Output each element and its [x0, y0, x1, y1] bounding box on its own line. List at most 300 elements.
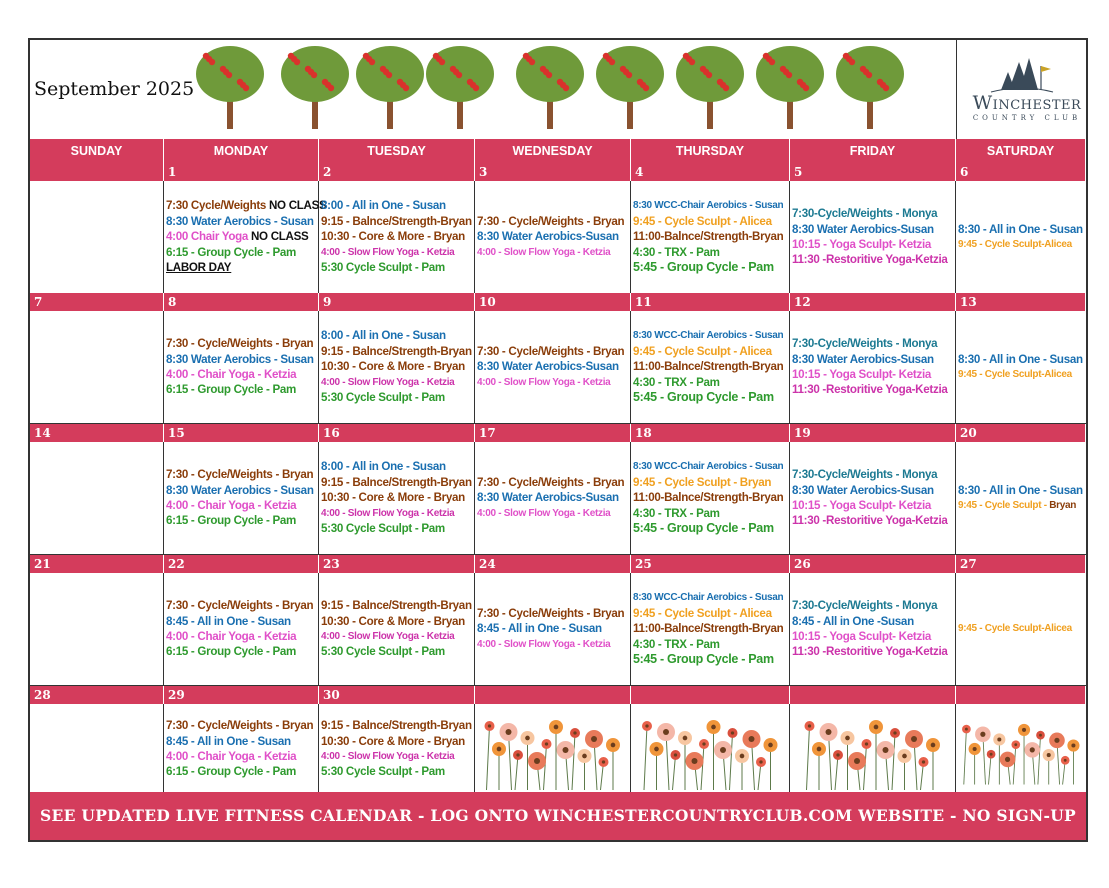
- day-cell: [475, 442, 631, 554]
- class-text: 6:15 - Group Cycle - Pam: [166, 645, 297, 659]
- apple-tree-icon: [356, 46, 424, 129]
- class-text: 8:30 - All in One - Susan: [958, 483, 1083, 497]
- weekday-friday: FRIDAY: [790, 139, 956, 163]
- class-entry: [790, 644, 955, 659]
- class-entry: [164, 734, 318, 749]
- date-number: 29: [164, 686, 319, 704]
- class-text: 7:30 - Cycle/Weights - Bryan: [166, 719, 314, 733]
- class-entry: [319, 390, 474, 405]
- class-text: 8:30 WCC-Chair Aerobics - Susan: [633, 200, 784, 212]
- class-text: 6:15 - Group Cycle - Pam: [166, 765, 297, 779]
- class-entry: [631, 475, 789, 490]
- date-row: [30, 424, 1086, 442]
- day-cell: [30, 442, 164, 554]
- class-text: 9:45 - Cycle Sculpt-Alicea: [958, 623, 1072, 635]
- wildflowers-illustration: [475, 706, 630, 792]
- date-number: 6: [956, 163, 1086, 181]
- class-entry: [319, 490, 474, 505]
- class-text: 10:30 - Core & More - Bryan: [321, 491, 465, 505]
- class-entry: [164, 598, 318, 613]
- class-text: 11:00-Balnce/Strength-Bryan: [633, 491, 784, 505]
- day-cell: [30, 704, 164, 794]
- class-text: 9:15 - Balnce/Strength-Bryan: [321, 344, 472, 358]
- class-text: 5:30 Cycle Sculpt - Pam: [321, 261, 445, 275]
- class-entry: [631, 390, 789, 405]
- date-number: 13: [956, 293, 1086, 311]
- class-entry: [631, 328, 789, 343]
- class-text: 4:00 - Slow Flow Yoga - Ketzia: [321, 751, 455, 762]
- calendar: [28, 38, 1088, 873]
- class-text: 7:30-Cycle/Weights - Monya: [792, 468, 938, 482]
- class-entry: [631, 652, 789, 667]
- day-cell: [30, 181, 164, 293]
- class-entry: [164, 336, 318, 351]
- class-entry: [956, 352, 1086, 367]
- day-cell: [631, 704, 790, 794]
- day-cell: [164, 704, 319, 794]
- date-number: 2: [319, 163, 475, 181]
- class-entry: [790, 252, 955, 267]
- day-cell: [631, 573, 790, 685]
- date-number: 23: [319, 555, 475, 573]
- class-entry: [164, 483, 318, 498]
- class-entry: [475, 375, 630, 390]
- day-cell: [30, 573, 164, 685]
- class-text: 8:30 - All in One - Susan: [958, 352, 1083, 366]
- class-text: 11:30 -Restoritive Yoga-Ketzia: [792, 645, 948, 659]
- date-number: 30: [319, 686, 475, 704]
- wildflowers-illustration: [790, 706, 955, 792]
- class-entry: [790, 498, 955, 513]
- apple-tree-illustration: [170, 42, 950, 137]
- class-text: 6:15 - Group Cycle - Pam: [166, 514, 297, 528]
- class-entry: [319, 359, 474, 374]
- class-entry: [790, 237, 955, 252]
- class-entry: [631, 359, 789, 374]
- class-text: 4:00 - Slow Flow Yoga - Ketzia: [321, 246, 455, 258]
- class-text: 5:45 - Group Cycle - Pam: [633, 260, 774, 275]
- class-entry: [631, 214, 789, 229]
- class-text: 5:30 Cycle Sculpt - Pam: [321, 645, 445, 659]
- day-cell: [164, 311, 319, 423]
- date-row: [30, 293, 1086, 311]
- class-text: 8:00 - All in One - Susan: [321, 460, 446, 474]
- class-text: 10:30 - Core & More - Bryan: [321, 734, 465, 748]
- day-cell: [475, 573, 631, 685]
- day-cell: [30, 311, 164, 423]
- class-text: 9:45 - Cycle Sculpt-Alicea: [958, 369, 1072, 380]
- class-text: 4:00 - Slow Flow Yoga - Ketzia: [321, 631, 455, 642]
- class-text: 4:00 - Slow Flow Yoga - Ketzia: [321, 507, 455, 519]
- class-entry: [475, 637, 630, 652]
- class-entry: [631, 637, 789, 652]
- class-entry: [956, 621, 1086, 636]
- class-entry: [790, 629, 955, 644]
- day-cell: [475, 704, 631, 794]
- class-entry: [164, 198, 327, 213]
- date-number: 22: [164, 555, 319, 573]
- class-entry: [790, 614, 955, 629]
- class-entry: [164, 614, 318, 629]
- apple-tree-icon: [426, 46, 494, 129]
- class-entry: [319, 475, 474, 490]
- day-cell: [319, 442, 475, 554]
- class-entry: [164, 260, 318, 275]
- class-entry: [631, 590, 789, 605]
- class-entry: [319, 229, 474, 244]
- class-text: 4:00 - Chair Yoga - Ketzia: [166, 630, 297, 643]
- class-entry: [631, 606, 789, 621]
- class-text: 9:15 - Balnce/Strength-Bryan: [321, 475, 472, 489]
- class-text: 10:30 - Core & More - Bryan: [321, 230, 465, 244]
- class-text: 8:45 - All in One - Susan: [166, 614, 291, 628]
- class-entry: [319, 614, 474, 629]
- class-entry: [631, 490, 789, 505]
- class-entry: [164, 629, 318, 644]
- class-text: 8:00 - All in One - Susan: [321, 199, 446, 213]
- class-entry: [319, 328, 474, 343]
- class-text: 9:45 - Cycle Sculpt -: [958, 500, 1050, 511]
- class-text: 6:15 - Group Cycle - Pam: [166, 245, 297, 259]
- day-cell: [164, 573, 319, 685]
- class-entry: [164, 513, 318, 528]
- class-text: 11:00-Balnce/Strength-Bryan: [633, 622, 784, 636]
- class-entry: [956, 237, 1086, 252]
- class-entry: [475, 475, 630, 490]
- class-text: 7:30 - Cycle/Weights - Bryan: [477, 344, 625, 358]
- date-number: 26: [790, 555, 956, 573]
- class-entry: [319, 506, 474, 521]
- class-text: 7:30 - Cycle/Weights - Bryan: [166, 468, 314, 482]
- class-entry: [956, 222, 1086, 237]
- class-text: 5:30 Cycle Sculpt - Pam: [321, 765, 445, 779]
- class-text: 4:00 - Slow Flow Yoga - Ketzia: [477, 507, 611, 519]
- class-entry: [631, 375, 789, 390]
- class-note: NO CLASS: [266, 199, 327, 213]
- class-text: 8:30 Water Aerobics-Susan: [792, 483, 934, 497]
- day-cell: [790, 181, 956, 293]
- date-number: 7: [30, 293, 164, 311]
- class-text: 8:30 Water Aerobics - Susan: [166, 483, 314, 497]
- class-text: 10:30 - Core & More - Bryan: [321, 360, 465, 374]
- day-cell: [631, 181, 790, 293]
- class-entry: [319, 598, 474, 613]
- class-entry: [956, 367, 1086, 382]
- class-note: NO CLASS: [248, 230, 309, 244]
- date-number: 25: [631, 555, 790, 573]
- class-entry: [319, 375, 474, 390]
- class-text: 7:30 Cycle/Weights: [166, 199, 267, 213]
- class-entry: [631, 521, 789, 536]
- day-cell: [956, 311, 1086, 423]
- date-number: [631, 686, 790, 704]
- class-entry: [319, 459, 474, 474]
- class-entry: [319, 644, 474, 659]
- date-number: [30, 163, 164, 181]
- class-text: 10:30 - Core & More - Bryan: [321, 614, 465, 628]
- date-number: 17: [475, 424, 631, 442]
- class-entry: [319, 734, 474, 749]
- class-text: 7:30-Cycle/Weights - Monya: [792, 207, 938, 221]
- apple-tree-icon: [836, 46, 904, 129]
- date-number: 21: [30, 555, 164, 573]
- class-entry: [164, 229, 318, 244]
- class-text: 4:00 - Chair Yoga - Ketzia: [166, 750, 297, 763]
- class-text: 8:30 Water Aerobics-Susan: [477, 360, 619, 374]
- class-text: 11:00-Balnce/Strength-Bryan: [633, 230, 784, 244]
- class-entry: [164, 214, 318, 229]
- class-entry: [790, 467, 955, 482]
- class-entry: [631, 344, 789, 359]
- class-entry: [790, 222, 955, 237]
- class-text: 4:00 - Slow Flow Yoga - Ketzia: [477, 246, 611, 258]
- class-text: 11:30 -Restoritive Yoga-Ketzia: [792, 383, 948, 397]
- weekday-thursday: THURSDAY: [631, 139, 790, 163]
- class-text: 11:30 -Restoritive Yoga-Ketzia: [792, 514, 948, 528]
- date-row: [30, 163, 1086, 181]
- day-cell: [631, 311, 790, 423]
- apple-tree-icon: [281, 46, 349, 129]
- class-entry: [475, 506, 630, 521]
- class-entry: [631, 459, 789, 474]
- date-number: 19: [790, 424, 956, 442]
- class-entry: [164, 382, 318, 397]
- class-text: 8:30 Water Aerobics-Susan: [477, 491, 619, 505]
- class-entry: [790, 513, 955, 528]
- class-entry: [631, 621, 789, 636]
- class-entry: [790, 336, 955, 351]
- date-number: 4: [631, 163, 790, 181]
- day-cell: [319, 311, 475, 423]
- class-text: 8:30 WCC-Chair Aerobics - Susan: [633, 330, 784, 342]
- class-text: 8:30 Water Aerobics-Susan: [792, 222, 934, 236]
- date-number: 8: [164, 293, 319, 311]
- class-entry: [319, 214, 474, 229]
- class-text: 10:15 - Yoga Sculpt- Ketzia: [792, 499, 932, 512]
- class-entry: [319, 260, 474, 275]
- class-text: 8:30 Water Aerobics - Susan: [166, 214, 314, 228]
- date-number: 12: [790, 293, 956, 311]
- weekday-sunday: SUNDAY: [30, 139, 164, 163]
- day-cell: [790, 573, 956, 685]
- week-row: [30, 311, 1086, 423]
- class-text: 11:00-Balnce/Strength-Bryan: [633, 360, 784, 374]
- date-number: 27: [956, 555, 1086, 573]
- class-entry: [790, 367, 955, 382]
- class-text: 8:30 Water Aerobics - Susan: [166, 352, 314, 366]
- week-row: [30, 573, 1086, 685]
- class-text: 4:00 - Slow Flow Yoga - Ketzia: [477, 376, 611, 388]
- class-text: 5:30 Cycle Sculpt - Pam: [321, 522, 445, 536]
- day-cell: [956, 442, 1086, 554]
- date-number: 15: [164, 424, 319, 442]
- date-number: [475, 686, 631, 704]
- class-entry: [475, 229, 630, 244]
- class-text: 9:15 - Balnce/Strength-Bryan: [321, 719, 472, 733]
- day-cell: [475, 181, 631, 293]
- apple-tree-icon: [676, 46, 744, 129]
- day-cell: [631, 442, 790, 554]
- class-text: 4:30 - TRX - Pam: [633, 506, 720, 520]
- pine-trees-icon: [957, 40, 1087, 100]
- class-text: 7:30 - Cycle/Weights - Bryan: [166, 599, 314, 613]
- class-entry: [164, 352, 318, 367]
- class-entry: [475, 490, 630, 505]
- day-cell: [319, 573, 475, 685]
- class-text: 11:30 -Restoritive Yoga-Ketzia: [792, 253, 948, 267]
- class-entry: [319, 344, 474, 359]
- date-number: 28: [30, 686, 164, 704]
- day-cell: [956, 181, 1086, 293]
- class-text: 5:45 - Group Cycle - Pam: [633, 652, 774, 667]
- date-number: 1: [164, 163, 319, 181]
- class-text: 5:30 Cycle Sculpt - Pam: [321, 391, 445, 405]
- class-text: 8:00 - All in One - Susan: [321, 329, 446, 343]
- class-text: 8:45 - All in One - Susan: [477, 622, 602, 636]
- date-number: 5: [790, 163, 956, 181]
- day-cell: [164, 181, 327, 293]
- class-entry: [164, 644, 318, 659]
- date-number: 10: [475, 293, 631, 311]
- wildflowers-illustration: [956, 706, 1086, 792]
- class-text: 6:15 - Group Cycle - Pam: [166, 383, 297, 397]
- class-entry: [631, 506, 789, 521]
- class-entry: [319, 718, 474, 733]
- class-entry: [956, 498, 1086, 513]
- apple-tree-icon: [196, 46, 264, 129]
- class-entry: [475, 359, 630, 374]
- class-text: 8:45 - All in One -Susan: [792, 614, 914, 628]
- class-text: 9:45 - Cycle Sculpt - Alicea: [633, 344, 772, 358]
- class-text: 9:45 - Cycle Sculpt-Alicea: [958, 239, 1072, 250]
- class-text: 9:15 - Balnce/Strength-Bryan: [321, 599, 472, 613]
- class-entry: [319, 245, 474, 260]
- week-row: [30, 181, 1086, 293]
- class-text: 10:15 - Yoga Sculpt- Ketzia: [792, 368, 932, 381]
- class-text: 5:45 - Group Cycle - Pam: [633, 521, 774, 536]
- class-entry: [631, 198, 789, 213]
- logo-subtitle: COUNTRY CLUB: [972, 114, 1082, 122]
- class-text: 4:00 - Slow Flow Yoga - Ketzia: [477, 638, 611, 650]
- class-entry: [790, 382, 955, 397]
- class-text: 10:15 - Yoga Sculpt- Ketzia: [792, 238, 932, 251]
- calendar-header: [30, 40, 1086, 141]
- weekday-tuesday: TUESDAY: [319, 139, 475, 163]
- class-text: 7:30 - Cycle/Weights - Bryan: [477, 606, 625, 620]
- date-row: [30, 555, 1086, 573]
- class-entry: [475, 344, 630, 359]
- wildflowers-illustration: [631, 706, 789, 792]
- class-text: LABOR DAY: [166, 261, 232, 275]
- class-text: 4:30 - TRX - Pam: [633, 245, 720, 259]
- day-cell: [790, 704, 956, 794]
- footer-banner: SEE UPDATED LIVE FITNESS CALENDAR - LOG ONTO WINCHESTERCOUNTRYCLUB.COM WEBSITE - NO SIGN-UP NEEDED: [30, 792, 1086, 840]
- class-entry: [790, 206, 955, 221]
- class-text: 4:00 - Chair Yoga - Ketzia: [166, 499, 297, 512]
- class-text: 9:45 - Cycle Sculpt - Bryan: [633, 475, 772, 489]
- date-number: 14: [30, 424, 164, 442]
- class-entry: [631, 245, 789, 260]
- day-cell: [790, 442, 956, 554]
- weekday-saturday: SATURDAY: [956, 139, 1086, 163]
- date-number: [790, 686, 956, 704]
- apple-tree-icon: [516, 46, 584, 129]
- class-entry: [164, 467, 318, 482]
- class-text: 4:30 - TRX - Pam: [633, 637, 720, 651]
- class-entry: [164, 764, 318, 779]
- class-text: 8:45 - All in One - Susan: [166, 734, 291, 748]
- class-entry: [475, 214, 630, 229]
- date-number: 24: [475, 555, 631, 573]
- class-entry: [164, 245, 318, 260]
- month-title: September 2025: [34, 78, 195, 100]
- class-entry: [164, 367, 318, 382]
- class-text: 10:15 - Yoga Sculpt- Ketzia: [792, 630, 932, 643]
- class-entry: [631, 229, 789, 244]
- class-text: 8:30 Water Aerobics-Susan: [792, 352, 934, 366]
- date-number: [956, 686, 1086, 704]
- apple-tree-icon: [756, 46, 824, 129]
- date-number: 3: [475, 163, 631, 181]
- day-cell: [319, 704, 475, 794]
- class-text: 4:00 Chair Yoga: [166, 230, 249, 244]
- date-number: 18: [631, 424, 790, 442]
- class-entry: [319, 764, 474, 779]
- day-cell: [319, 181, 475, 293]
- class-entry: [319, 629, 474, 644]
- club-logo: [956, 40, 1087, 139]
- class-entry: [475, 606, 630, 621]
- date-number: 16: [319, 424, 475, 442]
- apple-tree-icon: [596, 46, 664, 129]
- class-entry: [790, 598, 955, 613]
- week-row: [30, 704, 1086, 794]
- class-entry: [164, 498, 318, 513]
- class-text: 8:30 WCC-Chair Aerobics - Susan: [633, 461, 784, 473]
- class-entry: [319, 521, 474, 536]
- class-text: 4:00 - Chair Yoga - Ketzia: [166, 368, 297, 381]
- class-text: 9:15 - Balnce/Strength-Bryan: [321, 214, 472, 228]
- class-entry: [319, 749, 474, 764]
- weekday-monday: MONDAY: [164, 139, 319, 163]
- date-number: 20: [956, 424, 1086, 442]
- day-cell: [790, 311, 956, 423]
- day-cell: [164, 442, 319, 554]
- class-text: 7:30 - Cycle/Weights - Bryan: [477, 214, 625, 228]
- day-cell: [956, 573, 1086, 685]
- date-number: 9: [319, 293, 475, 311]
- weekday-header-row: [30, 139, 1086, 163]
- day-cell: [475, 311, 631, 423]
- date-row: [30, 686, 1086, 704]
- class-entry: [475, 245, 630, 260]
- class-entry: [956, 483, 1086, 498]
- class-text: 4:30 - TRX - Pam: [633, 375, 720, 389]
- class-text: 4:00 - Slow Flow Yoga - Ketzia: [321, 376, 455, 388]
- class-note: Bryan: [1049, 500, 1077, 511]
- class-text: 8:30 Water Aerobics-Susan: [477, 230, 619, 244]
- class-text: 5:45 - Group Cycle - Pam: [633, 390, 774, 405]
- class-text: 7:30 - Cycle/Weights - Bryan: [477, 475, 625, 489]
- class-entry: [319, 198, 474, 213]
- class-text: 7:30-Cycle/Weights - Monya: [792, 599, 938, 613]
- class-entry: [790, 483, 955, 498]
- class-text: 7:30-Cycle/Weights - Monya: [792, 337, 938, 351]
- class-text: 8:30 - All in One - Susan: [958, 222, 1083, 236]
- logo-wordmark: Winchester: [972, 92, 1082, 114]
- class-entry: [164, 718, 318, 733]
- day-cell: [956, 704, 1086, 794]
